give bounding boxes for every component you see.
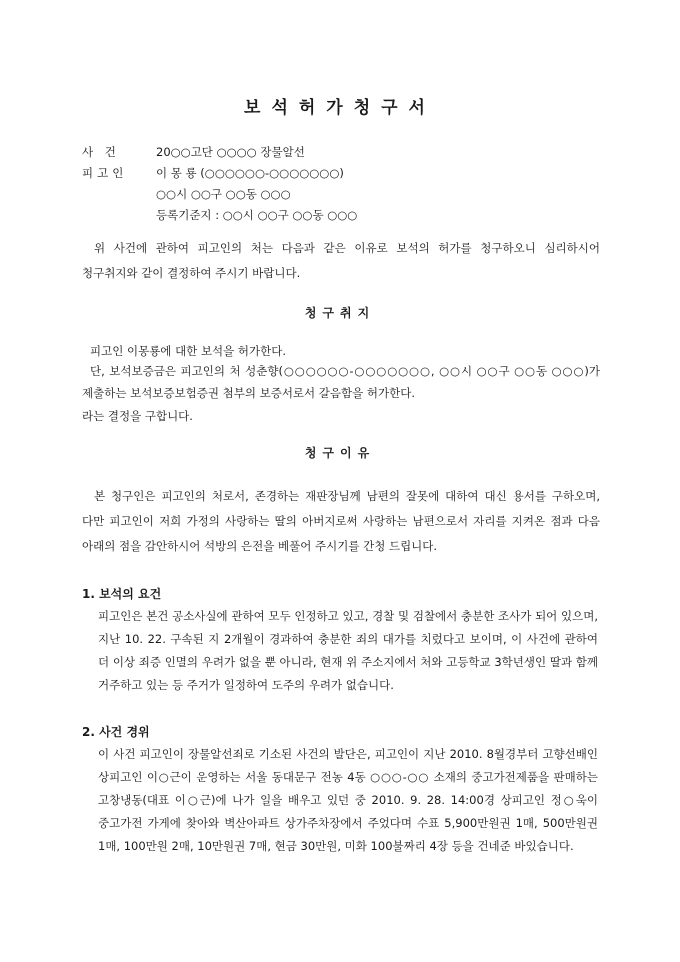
claim-reason-intro: 본 청구인은 피고인의 처로서, 존경하는 재판장님께 남편의 잘못에 대하여 대신 용서를 구하오며, 다만 피고인이 저희 가정의 사랑하는 딸의 아버지로써 사랑하는 남편으로서 자리를 지켜온 점과 다음 아래의 점을 감안하시어 석방의 은전을 베풀어 주시기를 간청 드립니다.: [82, 489, 600, 553]
defendant-row: [82, 163, 640, 184]
claim-purpose-heading: 청구취지: [304, 306, 376, 320]
section2-heading: 2. 사건 경위: [82, 725, 150, 739]
section1-body: 피고인은 본건 공소사실에 관하여 모두 인정하고 있고, 경찰 및 검찰에서 충분한 조사가 되어 있으며, 지난 10. 22. 구속된 지 2개월이 경과하여 충분한 죄의 대가를 치렀다고 보이며, 이 사건에 관하여 더 이상 죄증 인멸의 우려가 없을 뿐 아니라, 현재 위 주소지에서 처와 고등학교 3학년생인 딸과 함께 거주하고 있는 등 주거가 일정하여 도주의 우려가 없습니다.: [98, 609, 598, 692]
case-info: [82, 142, 640, 226]
claim-purpose-line2: 단, 보석보증금은 피고인의 처 성춘향(○○○○○○-○○○○○○○, ○○시 ○○구 ○○동 ○○○)가 제출하는 보석보증보험증권 첨부의 보증서로서 갈음함을 허가한다.: [82, 364, 600, 400]
section1-heading: 1. 보석의 요건: [82, 587, 162, 601]
claim-purpose-line1: 피고인 이몽룡에 대한 보석을 허가한다.: [90, 344, 287, 358]
defendant-registered-row: [82, 205, 640, 226]
defendant-label: 피고인: [82, 166, 128, 180]
claim-reason-heading: 청구이유: [304, 446, 376, 460]
defendant-address: ○○시 ○○구 ○○동 ○○○: [156, 187, 291, 201]
defendant-name: 이 몽 룡 (○○○○○○-○○○○○○○): [156, 166, 344, 180]
defendant-registered-address: 등록기준지 : ○○시 ○○구 ○○동 ○○○: [156, 208, 358, 222]
case-number: 20○○고단 ○○○○ 장물알선: [156, 145, 305, 159]
defendant-address-row: [82, 184, 640, 205]
case-label: 사 건: [82, 145, 120, 159]
document-title: 보석허가청구서: [244, 98, 436, 118]
claim-purpose-line3: 라는 결정을 구합니다.: [82, 409, 193, 423]
intro-paragraph: 위 사건에 관하여 피고인의 처는 다음과 같은 이유로 보석의 허가를 청구하오니 심리하시어 청구취지와 같이 결정하여 주시기 바랍니다.: [82, 241, 600, 280]
section2-body: 이 사건 피고인이 장물알선죄로 기소된 사건의 발단은, 피고인이 지난 2010. 8월경부터 고향선배인 상피고인 이○근이 운영하는 서울 동대문구 전농 4동 ○○○-○○ 소재의 중고가전제품을 판매하는 고창냉동(대표 이○근)에 나가 일을 배우고 있던 중 2010. 9. 28. 14:00경 상피고인 정○욱이 중고가전 가게에 찾아와 벽산아파트 상가주차장에서 주었다며 수표 5,900만원권 1매, 500만원권 1매, 100만원 2매, 10만원권 7매, 현금 30만원, 미화 100불짜리 4장 등을 건네준 바있습니다.: [98, 747, 598, 853]
case-row: [82, 142, 640, 163]
